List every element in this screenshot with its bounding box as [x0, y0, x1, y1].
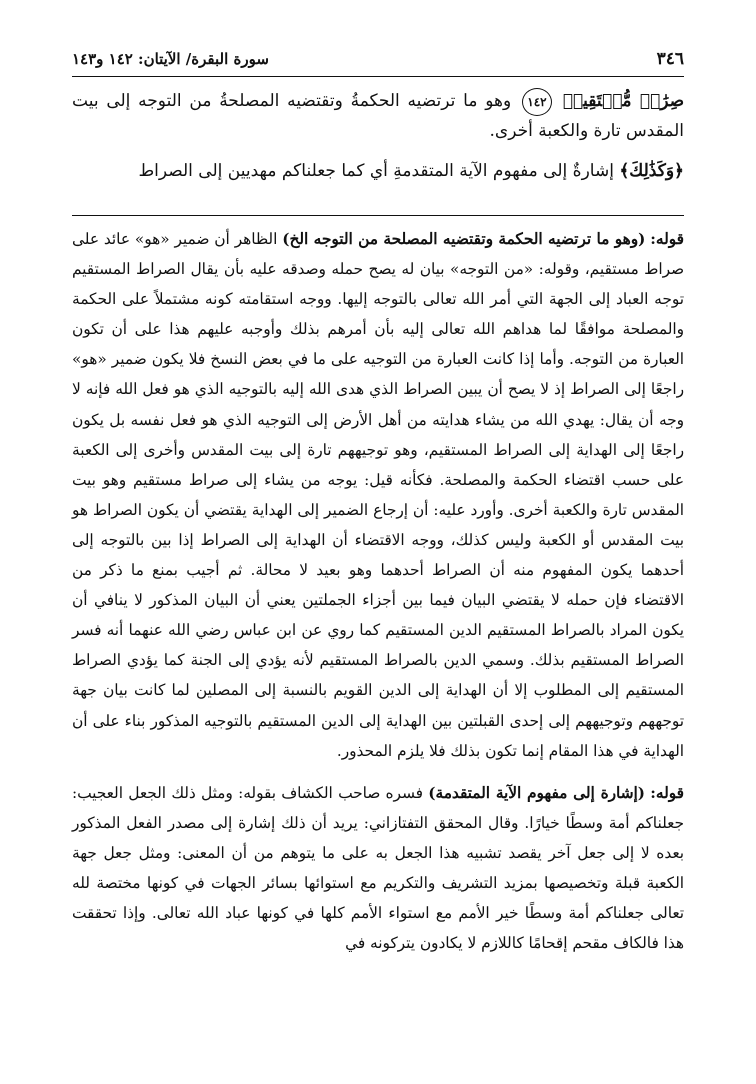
page-number: ٣٤٦ [656, 49, 684, 69]
commentary-quote: (وهو ما ترتضيه الحكمة وتقتضيه المصلحة من التوجه الخ) [282, 230, 646, 248]
verse-paragraph-1 [72, 86, 684, 146]
commentary-block [72, 224, 684, 958]
tafsir-verse-block [72, 86, 684, 186]
ayah-number-marker: ١٤٢ [522, 88, 552, 116]
commentary-quote: (إشارة إلى مفهوم الآية المتقدمة) [428, 783, 645, 802]
commentary-paragraph [72, 224, 684, 766]
commentary-paragraph [72, 778, 684, 959]
page-header [72, 44, 684, 74]
quran-phrase: ﴿وَكَذَٰلِكَ﴾ [619, 161, 684, 181]
verse-text: وهو ما ترتضيه الحكمةُ وتقتضيه المصلحةُ من التوجه إلى بيت المقدس تارة والكعبة أخرى. [72, 91, 684, 141]
commentary-label: قوله: [650, 783, 684, 802]
running-title: سورة البقرة/ الآيتان: ١٤٢ و١٤٣ [72, 50, 269, 68]
commentary-text: فسره صاحب الكشاف بقوله: ومثل ذلك الجعل العجيب: جعلناكم أمة وسطًا خيارًا. وقال المحقق التفتازاني: يريد أن ذلك إشارة إلى مصدر الفعل المذكور بعده لا إلى جعل آخر يقصد تشبيه هذا الجعل به على ما يتوهم من أن المعنى: ومثل جعل جهة الكعبة قبلة وتخصيصها بمزيد التشريف والتكريم مع استوائها بسائر الجهات في كونها مختصة لله تعالى جعلناكم أمة وسطًا خير الأمم مع استواء الأمم كلها في كونها عباد الله تعالى. وإذا تحققت هذا فالكاف مقحم إقحامًا كاللازم لا يكادون يتركونه في [72, 783, 684, 953]
verse-paragraph-2 [72, 156, 684, 186]
verse-text: إشارةٌ إلى مفهوم الآية المتقدمةِ أي كما جعلناكم مهديين إلى الصراط [138, 161, 614, 181]
quran-phrase: صِرَٰطٖ مُّسۡتَقِيمٖ [562, 91, 685, 111]
commentary-text: الظاهر أن ضمير «هو» عائد على صراط مستقيم، وقوله: «من التوجه» بيان له يصح حمله وصدقه عليه بأن يقال الصراط المستقيم توجه العباد إلى الجهة التي أمر الله تعالى بالتوجه إليها. ووجه استقامته كونه مشتملاً على الحكمة والمصلحة موافقًا لما هداهم الله تعالى إليه بأن أمرهم بذلك وأوجبه عليهم هذا على أن تكون العبارة من التوجه. وأما إذا كانت العبارة من التوجيه على ما في بعض النسخ فلا يكون ضمير «هو» راجعًا إلى الصراط إذ لا يصح أن يبين الصراط الذي هدى الله إليه بالتوجيه الذي هو فعل الله فإنه لا وجه أن يقال: يهدي الله من يشاء هدايته من أهل الأرض إلى التوجيه الذي هو فعل نفسه بل يكون راجعًا إلى الهداية إلى الصراط المستقيم، وهو توجيههم تارة إلى بيت المقدس وأخرى إلى الكعبة على حسب اقتضاء الحكمة والمصلحة. فكأنه قيل: يوجه من يشاء إلى صراط مستقيم وهو بيت المقدس تارة والكعبة أخرى. وأورد عليه: أن إرجاع الضمير إلى الهداية يقتضي أن يكون الصراط هو بيت المقدس أو الكعبة وليس كذلك، ووجه الاقتضاء أن الهداية إلى الصراط إذا بين بالتوجه إلى أحدهما يكون المفهوم منه أن الصراط أحدهما وهو بعيد لا محالة. ثم أجيب بمنع ما ذكر من الاقتضاء فإن حمله لا يقتضي البيان فيما بين أجزاء الجملتين يعني أن البيان المذكور لا ينافي أن يكون المراد بالصراط المستقيم الدين المستقيم كما روي عن ابن عباس رضي الله عنهما أنه فسر الصراط المستقيم بذلك. وسمي الدين بالصراط المستقيم لأنه يؤدي إلى الجنة كما يؤدي الصراط المستقيم إلى المطلوب إلا أن الهداية إلى الدين القويم بالنسبة إلى المصلين لما كانت بيان جهة توجههم وتوجيههم إلى إحدى القبلتين بين الهداية إلى الدين المستقيم بالتوجيه المذكور بناء على أن الهداية في هذا المقام إنما تكون بذلك فلا يلزم المحذور. [72, 230, 684, 760]
commentary-divider [72, 215, 684, 216]
commentary-label: قوله: [650, 230, 684, 248]
header-rule [72, 76, 684, 77]
